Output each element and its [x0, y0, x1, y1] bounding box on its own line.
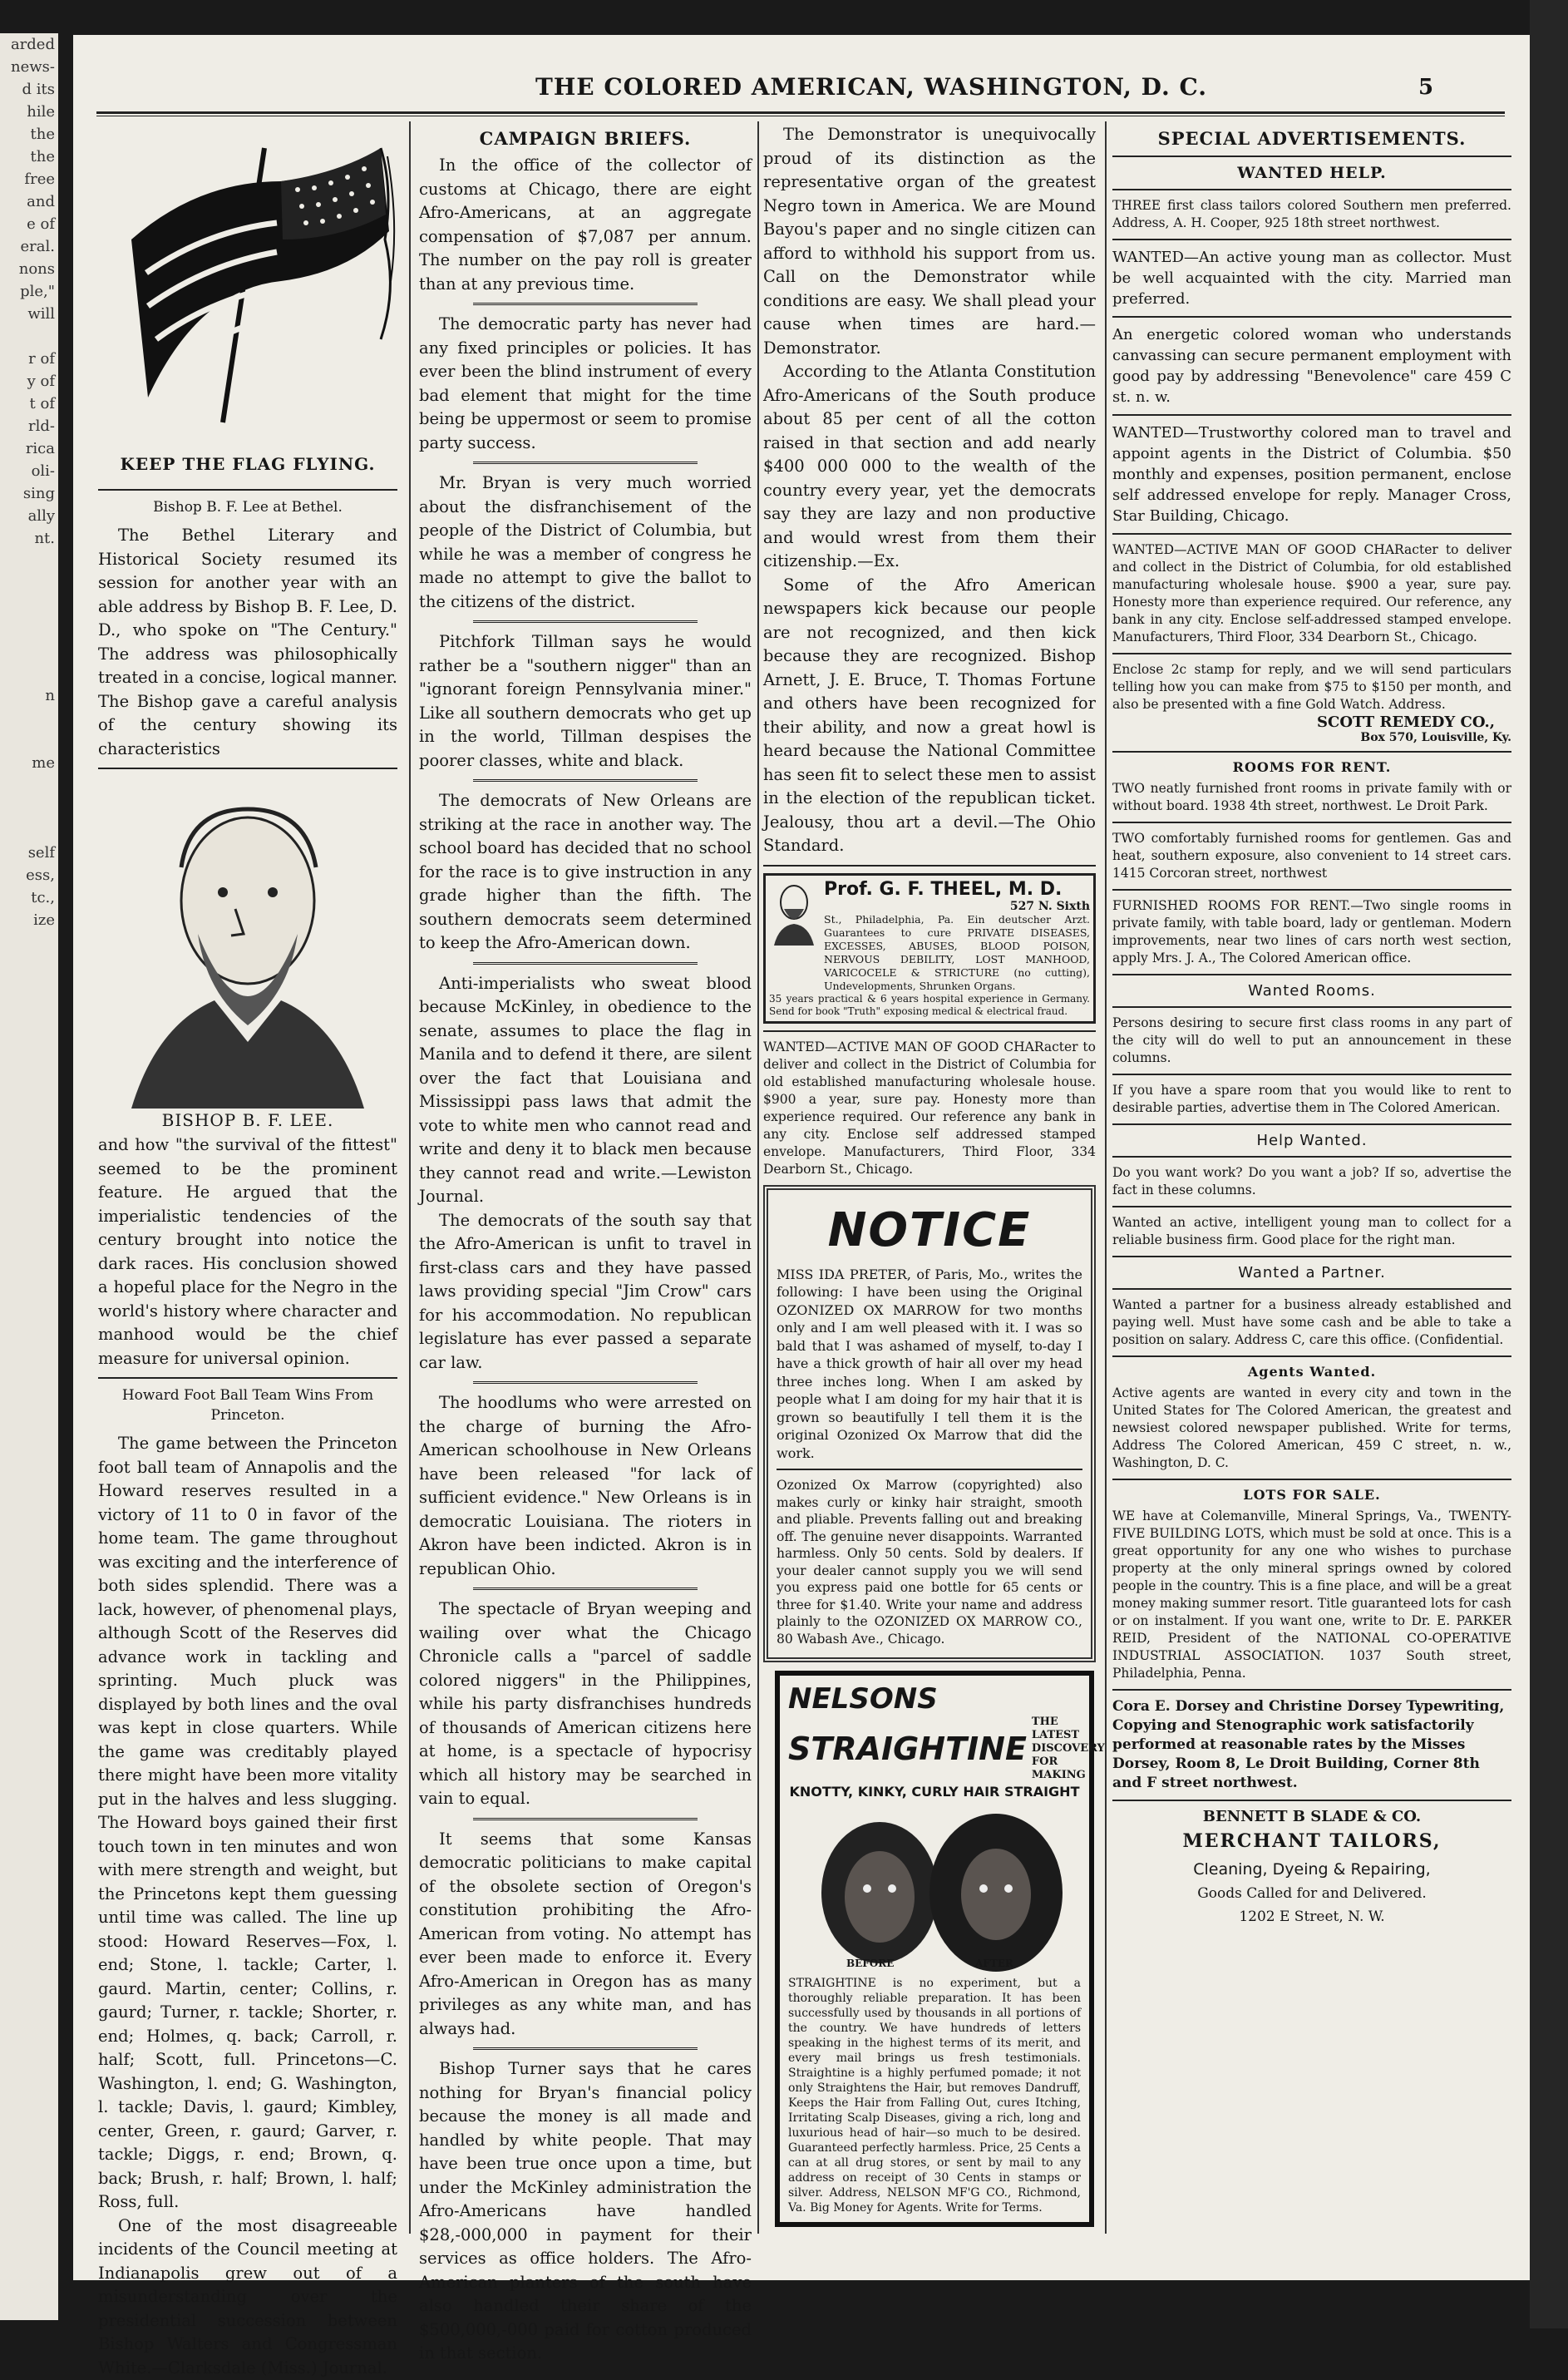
divider [1112, 1479, 1511, 1480]
section-heading: CAMPAIGN BRIEFS. [419, 128, 752, 149]
previous-page-text-fragment: rld- [0, 415, 58, 437]
theel-text: St., Philadelphia, Pa. Ein deutscher Arzt. Guarantees to cure PRIVATE DISEASES, EXCESSES, ABUSES, BLOOD POISON, NERVOUS DEBILITY, LOST MANHOOD, VARICOCELE & STRICTURE (no cutting), Undevelopments, Shrunken Organs. [824, 913, 1090, 993]
nelsons-brand: STRAIGHTINE [788, 1731, 1027, 1767]
previous-page-text-fragment: news- [0, 56, 58, 78]
previous-page-text-fragment: r of [0, 348, 58, 370]
divider [1112, 1206, 1511, 1207]
divider [473, 1818, 698, 1821]
column-rule [1105, 121, 1107, 2234]
divider [473, 962, 698, 965]
classified-ad: Do you want work? Do you want a job? If so, advertise the fact in these columns. [1112, 1164, 1511, 1199]
previous-page-text-fragment [0, 617, 58, 639]
previous-page-text-fragment [0, 662, 58, 684]
previous-page-text-fragment: will [0, 303, 58, 325]
divider [1112, 974, 1511, 975]
divider [1112, 316, 1511, 318]
previous-page-text-fragment: ally [0, 505, 58, 527]
article-body: Some of the Afro American newspapers kick because our people are not recognized, and then kick because they are recognized. Bishop Arnett, J. E. Bruce, T. Thomas Fortune and others have been recognized for their ability, and now a great howl is heard because the National Committee has seen fit to select these men to assist in the election of the republican ticket. Jealousy, thou art a devil.—The Ohio Standard. [763, 574, 1096, 858]
slade-name: BENNETT B SLADE & CO. [1112, 1808, 1511, 1825]
article-body: According to the Atlanta Constitution Afro-Americans of the South produce about 85 per cent of all the cotton raised in that section and add nearly $400 000 000 to the wealth of the country every year, yet the democrats say they are lazy and non productive and would wrest from them their citizenship.—Ex. [763, 360, 1096, 574]
previous-page-text-fragment: sing [0, 482, 58, 505]
notice-advertisement [763, 1185, 1096, 1663]
divider [1112, 822, 1511, 823]
classified-ad: If you have a spare room that you would like to rent to desirable parties, advertise them in The Colored American. [1112, 1082, 1511, 1117]
previous-page-text-fragment: tc., [0, 886, 58, 909]
classified-ad: TWO comfortably furnished rooms for gentlemen. Gas and heat, southern exposure, also convenient to 14 street cars. 1415 Corcoran street, northwest [1112, 830, 1511, 882]
classified-ad: WANTED—Trustworthy colored man to travel and appoint agents in the District of Columbia. $50 monthly and expenses, position permanent, enclose self addressed envelope for reply. Manager Cross, Star Building, Chicago. [1112, 422, 1511, 526]
ad-heading: WANTED HELP. [1112, 164, 1511, 182]
divider [1112, 889, 1511, 891]
previous-page-text-fragment: eral. [0, 235, 58, 258]
divider [1112, 1256, 1511, 1257]
article-body: and how "the survival of the fittest" seemed to be the prominent feature. He argued that the imperialistic tendencies of the century brought into notice the dark races. His conclusion showed a hopeful place for the Negro in the world's history where character and manhood would be the chief measure for universal opinion. [98, 1133, 397, 1370]
dorsey-ad: Cora E. Dorsey and Christine Dorsey Typewriting, Copying and Stenographic work satisfactorily performed at reasonable rates by the Misses Dorsey, Room 8, Le Droit Building, Corner 8th and F street northwest. [1112, 1697, 1511, 1793]
classified-ad: Wanted a partner for a business already established and paying well. Must have some cash and be able to take a position on salary. Address C, care this office. (Confidential. [1112, 1296, 1511, 1349]
brief: The hoodlums who were arrested on the charge of burning the Afro-American schoolhouse in New Orleans have been released "for lack of sufficient evidence." New Orleans is in democratic Louisiana. The rioters in Akron have been indicted. Akron is in republican Ohio. [419, 1391, 752, 1581]
slade-delivery: Goods Called for and Delivered. [1112, 1885, 1511, 1902]
classified-ad: Wanted an active, intelligent young man to collect for a reliable business firm. Good place for the right man. [1112, 1214, 1511, 1249]
previous-page-text-fragment: d its [0, 78, 58, 101]
divider [473, 620, 698, 624]
classified-ad: TWO neatly furnished front rooms in private family with or without board. 1938 4th street, northwest. Le Droit Park. [1112, 780, 1511, 815]
divider [1112, 1156, 1511, 1158]
divider [473, 2047, 698, 2051]
column-1 [98, 123, 397, 2380]
previous-page-text-fragment [0, 572, 58, 595]
previous-page-text-fragment: arded [0, 33, 58, 56]
portrait-image-icon [98, 776, 397, 1109]
section-heading: SPECIAL ADVERTISEMENTS. [1112, 128, 1511, 149]
previous-page-text-fragment: ple," [0, 280, 58, 303]
previous-page-text-fragment: oli- [0, 460, 58, 482]
previous-page-text-fragment [0, 325, 58, 348]
classified-ad: FURNISHED ROOMS FOR RENT.—Two single rooms in private family, with table board, lady or gentleman. Modern improvements, near two lines of cars north west section, apply Mrs. J. A., The Colored American office. [1112, 897, 1511, 967]
notice-title: NOTICE [777, 1203, 1082, 1257]
article-body: The game between the Princeton foot ball team of Annapolis and the Howard reserves resulted in a victory of 11 to 0 in favor of the home team. The game throughout was exciting and the interference of both sides splendid. There was a lack, however, of phenomenal plays, although Scott of the Reserves did advance work in tackling and sprinting. Much pluck was displayed by both lines and the oval was kept in close quarters. While the game was creditably played there might have been more vitality put in the halves and less slugging. The Howard boys gained their first touch town in ten minutes and won with mere strength and weight, but the Princetons kept them guessing until time was called. The line up stood: Howard Reserves—Fox, l. end; Stone, l. tackle; Carter, l. gaurd. Martin, center; Collins, r. gaurd; Turner, r. tackle; Shorter, r. end; Holmes, q. back; Carroll, r. half; Scott, full. Princetons—C. Washington, l. end; G. Washington, l. tackle; Davis, l. gaurd; Kimbley, center, Green, r. gaurd; Garver, r. tackle; Diggs, r. end; Brown, q. back; Brush, r. half; Brown, l. half; Ross, full. [98, 1432, 397, 2215]
divider [1112, 1074, 1511, 1075]
divider [1112, 751, 1511, 753]
faces-image-icon [788, 1801, 1091, 1976]
ad-heading: Agents Wanted. [1112, 1364, 1511, 1380]
flag-illustration [98, 123, 397, 482]
divider [777, 1469, 1082, 1470]
previous-page-text-fragment: the [0, 123, 58, 146]
divider [1112, 653, 1511, 654]
ad-heading: Help Wanted. [1112, 1132, 1511, 1149]
bishop-portrait [98, 776, 397, 1133]
column-2 [419, 123, 752, 2366]
article-body: One of the most disagreeable incidents of the Council meeting at Indianapolis grew out of a misunderstanding over the presidential succession between Bishop Walters and Congressman White.—Clarksdale (Miss.) Journal. [98, 2215, 397, 2380]
classified-ad: Active agents are wanted in every city and town in the United States for The Colored American, the greatest and newsiest colored newspaper published. Write for terms, Address The Colored American, 459 C street, n. w., Washington, D. C. [1112, 1385, 1511, 1472]
classified-ad: WE have at Colemanville, Mineral Springs, Va., TWENTY-FIVE BUILDING LOTS, which must be sold at once. This is a great opportunity for any one who wishes to purchase property at the only mineral springs owned by colored people in the country. This is a fine place, and will be a great money making summer resort. Title guaranteed lots for cash or on instalment. If you want one, write to Dr. E. PARKER REID, President of the NATIONAL CO-OPERATIVE INDUSTRIAL ASSOCIATION. 1037 South street, Philadelphia, Penna. [1112, 1508, 1511, 1682]
previous-page-text-fragment: nons [0, 258, 58, 280]
previous-page-text-fragment: ess, [0, 864, 58, 886]
masthead-rule [96, 111, 1505, 116]
doctor-portrait-icon [769, 879, 819, 946]
flag-icon [98, 123, 397, 456]
previous-page-text-fragment [0, 797, 58, 819]
divider [1112, 189, 1511, 190]
divider [473, 779, 698, 783]
theel-address: 527 N. Sixth [824, 900, 1090, 913]
previous-page-text-fragment: rica [0, 437, 58, 460]
article-body: The Bethel Literary and Historical Society resumed its session for another year with an able address by Bishop B. F. Lee, D. D., who spoke on "The Century." The address was philosophically treated in a concise, logical manner. The Bishop gave a careful analysis of the century showing its characteristics [98, 524, 397, 761]
divider [1112, 1800, 1511, 1801]
nelsons-subtitle: KNOTTY, KINKY, CURLY HAIR STRAIGHT [788, 1784, 1081, 1800]
previous-page-text-fragment: n [0, 684, 58, 707]
divider [763, 865, 1096, 867]
ad-heading: Wanted a Partner. [1112, 1264, 1511, 1281]
divider [1112, 414, 1511, 416]
divider [763, 1030, 1096, 1032]
article-body: The Demonstrator is unequivocally proud of its distinction as the representative organ of the greatest Negro town in America. We are Mound Bayou's paper and no single citizen can afford to withhold his support from us. Call on the Demonstrator while conditions are easy. We shall plead your cause when times are hard.—Demonstrator. [763, 123, 1096, 360]
previous-page-text-fragment [0, 707, 58, 729]
previous-page-text-fragment: nt. [0, 527, 58, 550]
divider [1112, 156, 1511, 157]
previous-page-text-fragment: the [0, 146, 58, 168]
column-3 [763, 123, 1096, 2227]
divider [473, 303, 698, 306]
binding-spine [1530, 0, 1568, 2328]
classified-ad: Enclose 2c stamp for reply, and we will send particulars telling how you can make from $75 to $150 per month, and also be presented with a fine Gold Watch. Address. [1112, 661, 1511, 714]
ad-heading: LOTS FOR SALE. [1112, 1487, 1511, 1503]
previous-page-text-fragment: t of [0, 393, 58, 415]
previous-page-text-fragment [0, 819, 58, 842]
slade-services: Cleaning, Dyeing & Repairing, [1112, 1860, 1511, 1879]
divider [1112, 533, 1511, 535]
classified-ad: WANTED—An active young man as collector. Must be well acquainted with the city. Married man preferred. [1112, 247, 1511, 309]
brief: Mr. Bryan is very much worried about the disfranchisement of the people of the District of Columbia, but while he was a member of congress he made no attempt to give the ballot to the citizens of the district. [419, 472, 752, 614]
brief: The spectacle of Bryan weeping and wailing over what the Chicago Chronicle calls a "parcel of saddle colored niggers" in the Philippines, while his party disfranchises hundreds of thousands of American citizens here at home, is a spectacle of hypocrisy which all history may be searched in vain to equal. [419, 1597, 752, 1811]
previous-page-text-fragment: me [0, 752, 58, 774]
brief: The democratic party has never had any fixed principles or policies. It has ever been the blind instrument of every bad element that might for the time being be uppermost or seem to promise party success. [419, 313, 752, 455]
classified-ad: WANTED—ACTIVE MAN OF GOOD CHARacter to deliver and collect in the District of Columbia, for old established manufacturing wholesale house. $900 a year, sure pay. Honesty more than experience required. Our reference, any bank in any city. Enclose self-addressed stamped envelope. Manufacturers, Third Floor, 334 Dearborn St., Chicago. [1112, 541, 1511, 646]
before-after-illustration [788, 1801, 1081, 1976]
previous-page-text-fragment: e of [0, 213, 58, 235]
previous-page-text-fragment: free [0, 168, 58, 190]
straightine-advertisement [775, 1671, 1094, 2227]
slade-tailors: MERCHANT TAILORS, [1112, 1830, 1511, 1852]
theel-advertisement [763, 873, 1096, 1024]
column-rule [409, 121, 411, 2234]
brief: In the office of the collector of customs at Chicago, there are eight Afro-Americans, at an aggregate compensation of $7,087 per annum. The number on the pay roll is greater than at any previous time. [419, 154, 752, 296]
classified-ad: WANTED—ACTIVE MAN OF GOOD CHARacter to deliver and collect in the District of Columbia for old established manufacturing wholesale house. $900 a year, sure pay. Honesty more than experience required. Our reference any bank in any city. Enclose self addressed stamped envelope. Manufacturers, Third Floor, 334 Dearborn St., Chicago. [763, 1039, 1096, 1178]
divider [1112, 1355, 1511, 1357]
divider [98, 1377, 397, 1379]
brief: The democrats of New Orleans are striking at the race in another way. The school board has decided that no school for the race is to give instruction in any grade higher than the fifth. The southern democrats seem determined to keep the Afro-American down. [419, 789, 752, 955]
classified-ad: Persons desiring to secure first class rooms in any part of the city will do well to put an announcement in these columns. [1112, 1015, 1511, 1067]
previous-page-text-fragment: hile [0, 101, 58, 123]
article-heading: Bishop B. F. Lee at Bethel. [98, 497, 397, 517]
masthead: THE COLORED AMERICAN, WASHINGTON, D. C. [497, 73, 1245, 101]
column-4 [1112, 123, 1511, 1925]
previous-page-edge [0, 33, 58, 2320]
scott-remedy: SCOTT REMEDY CO., [1112, 714, 1511, 731]
theel-text: 35 years practical & 6 years hospital experience in Germany. Send for book "Truth" exposing medical & electrical fraud. [769, 993, 1090, 1018]
slade-address: 1202 E Street, N. W. [1112, 1908, 1511, 1925]
after-label: AFTER [975, 1958, 1013, 1969]
portrait-caption: BISHOP B. F. LEE. [98, 1110, 397, 1130]
divider [473, 1381, 698, 1385]
previous-page-text-fragment: and [0, 190, 58, 213]
divider [473, 462, 698, 465]
divider [473, 1587, 698, 1591]
ad-heading: ROOMS FOR RENT. [1112, 759, 1511, 775]
ad-heading: Wanted Rooms. [1112, 982, 1511, 1000]
previous-page-text-fragment: ize [0, 909, 58, 931]
divider [1112, 1123, 1511, 1125]
notice-text: MISS IDA PRETER, of Paris, Mo., writes the following: I have been using the Original OZONIZED OX MARROW for two months only and I am well pleased with it. I was so bald that I was ashamed of myself, to-day I have a thick growth of hair all over my head three inches long. When I am asked by people what I am doing for my hair that it is grown so beautifully I tell them it is the original Ozonized Ox Marrow that did the work. [777, 1266, 1082, 1463]
divider [1112, 1288, 1511, 1290]
column-rule [757, 121, 759, 2234]
previous-page-text-fragment [0, 729, 58, 752]
divider [98, 489, 397, 491]
nelsons-title: NELSONS [788, 1682, 1081, 1716]
article-heading: Howard Foot Ball Team Wins From Princeton. [98, 1385, 397, 1425]
brief: Bishop Turner says that he cares nothing for Bryan's financial policy because the money is all made and handled by white people. That may have been true once upon a time, but under the McKinley administration the Afro-Americans have handled $28,-000,000 in payment for their services as office holders. The Afro-American planters of the south have also handled their share of the $500,000,-000 paid for cotton produced in that section. [419, 2057, 752, 2366]
before-label: BEFORE [846, 1958, 894, 1969]
nelsons-text: STRAIGHTINE is no experiment, but a thoroughly reliable preparation. It has been successfully used by thousands in all portions of the country. We have hundreds of letters speaking in the highest terms of its merit, and every mail brings us fresh testimonials. Straightine is a highly perfumed pomade; it not only Straightens the Hair, but removes Dandruff, Keeps the Hair from Falling Out, cures Itching, Irritating Scalp Diseases, giving a rich, long and luxurious head of hair—so much to be desired. Guaranteed perfectly harmless. Price, 25 Cents a can at all drug stores, or sent by mail to any address on receipt of 30 Cents in stamps or silver. Address, NELSON MF'G CO., Richmond, Va. Big Money for Agents. Write for Terms. [788, 1976, 1081, 2215]
divider [1112, 1006, 1511, 1008]
divider [1112, 1689, 1511, 1691]
classified-ad: THREE first class tailors colored Southern men preferred. Address, A. H. Cooper, 925 18th street northwest. [1112, 197, 1511, 232]
scott-address: Box 570, Louisville, Ky. [1112, 731, 1511, 744]
previous-page-text-fragment: y of [0, 370, 58, 393]
nelsons-tagline: THE LATEST DISCOVERY FOR MAKING [1032, 1716, 1105, 1782]
divider [98, 768, 397, 769]
previous-page-text-fragment: self [0, 842, 58, 864]
page-number: 5 [1418, 75, 1433, 100]
brief: Anti-imperialists who sweat blood because McKinley, in obedience to the senate, assumes to place the flag in Manila and to defend it there, are silent over the fact that Louisiana and Mississippi pass laws that admit the vote to white men who cannot read and write and deny it to black men because they cannot read and write.—Lewiston Journal. [419, 972, 752, 1209]
previous-page-text-fragment [0, 774, 58, 797]
theel-name: Prof. G. F. THEEL, M. D. [824, 879, 1090, 900]
brief: The democrats of the south say that the Afro-American is unfit to travel in first-class cars and they have passed laws providing special "Jim Crow" cars for his accommodation. No republican legislature has ever passed a separate car law. [419, 1209, 752, 1375]
brief: Pitchfork Tillman says he would rather be a "southern nigger" than an "ignorant foreign Pennsylvania miner." Like all southern democrats who get up in the world, Tillman despises the poorer classes, white and black. [419, 630, 752, 773]
classified-ad: An energetic colored woman who understands canvassing can secure permanent employment with good pay by addressing "Benevolence" care 459 C st. n. w. [1112, 324, 1511, 407]
flag-caption: KEEP THE FLAG FLYING. [98, 454, 397, 474]
previous-page-text-fragment [0, 595, 58, 617]
newspaper-page [73, 35, 1530, 2280]
previous-page-text-fragment [0, 550, 58, 572]
notice-text: Ozonized Ox Marrow (copyrighted) also makes curly or kinky hair straight, smooth and pliable. Prevents falling out and breaking off. The genuine never disappoints. Warranted harmless. Only 50 cents. Sold by dealers. If your dealer cannot supply you we will send you express paid one bottle for 65 cents or three for $1.40. Write your name and address plainly to the OZONIZED OX MARROW CO., 80 Wabash Ave., Chicago. [777, 1477, 1082, 1647]
brief: It seems that some Kansas democratic politicians to make capital of the obsolete section of Oregon's constitution prohibiting the Afro-American from voting. No attempt has ever been made to enforce it. Every Afro-American in Oregon has as many privileges as any white man, and has always had. [419, 1828, 752, 2042]
previous-page-text-fragment [0, 639, 58, 662]
divider [1112, 239, 1511, 240]
